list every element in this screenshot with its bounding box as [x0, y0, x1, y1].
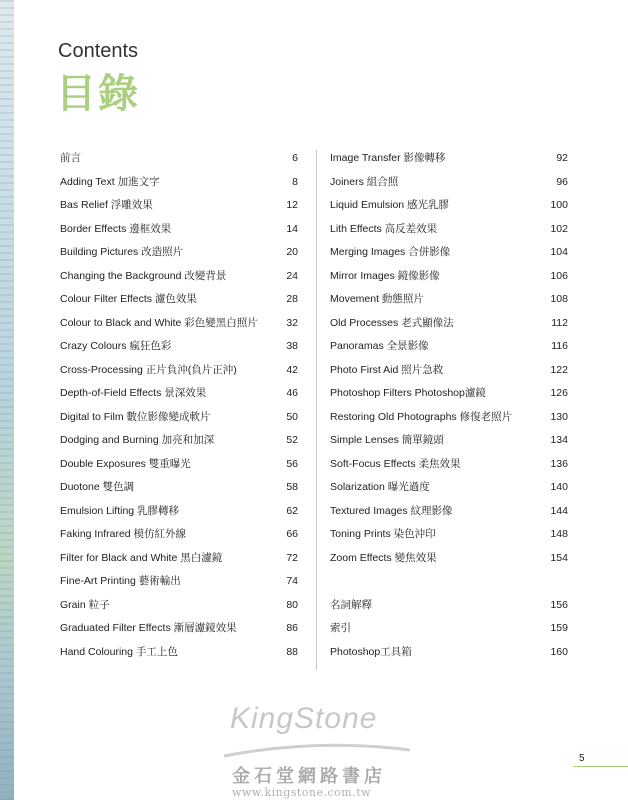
- toc-title: Colour Filter Effects 濾色效果: [60, 293, 197, 305]
- toc-row[interactable]: [60, 315, 298, 339]
- toc-page: 86: [286, 622, 298, 634]
- page-number: 5: [579, 753, 585, 764]
- toc-title: Digital to Film 數位影像變成軟片: [60, 410, 211, 423]
- toc-page: 14: [286, 222, 298, 235]
- toc-title: Solarization 曝光過度: [330, 481, 430, 493]
- toc-title: Duotone 雙色調: [60, 481, 135, 493]
- toc-row[interactable]: [60, 197, 298, 221]
- toc-page: 80: [286, 598, 298, 611]
- toc-title: Grain 粒子: [60, 598, 110, 611]
- toc-row[interactable]: [330, 432, 568, 456]
- toc-page: 122: [550, 363, 568, 376]
- toc-page: 126: [550, 387, 568, 399]
- toc-page: 108: [550, 293, 568, 305]
- toc-row[interactable]: [330, 338, 568, 362]
- watermark-url: www.kingstone.com.tw: [232, 786, 372, 799]
- toc-row[interactable]: [60, 597, 298, 621]
- toc-title: Filter for Black and White 黑白濾鏡: [60, 551, 223, 564]
- toc-page: 160: [550, 645, 568, 658]
- toc-row[interactable]: [330, 479, 568, 503]
- toc-title: Cross-Processing 正片負沖(負片正沖): [60, 363, 237, 376]
- toc-title: Old Processes 老式顯像法: [330, 316, 454, 329]
- toc-row[interactable]: [60, 362, 298, 386]
- toc-page: 140: [550, 481, 568, 493]
- toc-title: Building Pictures 改造照片: [60, 246, 184, 258]
- contents-title-zh: 目錄: [56, 71, 140, 117]
- toc-page: 134: [550, 434, 568, 446]
- toc-row[interactable]: [60, 620, 298, 644]
- toc-row[interactable]: [330, 456, 568, 480]
- toc-row[interactable]: [60, 268, 298, 292]
- toc-page: 50: [286, 410, 298, 423]
- toc-row[interactable]: [60, 385, 298, 409]
- toc-title: Colour to Black and White 彩色變黑白照片: [60, 316, 258, 329]
- toc-page: 112: [551, 316, 568, 329]
- toc-row[interactable]: [330, 174, 568, 198]
- column-divider: [316, 150, 317, 670]
- toc-page: 42: [286, 363, 298, 376]
- toc-row[interactable]: [60, 573, 298, 597]
- toc-row[interactable]: [330, 268, 568, 292]
- watermark-brand-en: KingStone: [230, 702, 378, 735]
- toc-title: Photoshop Filters Photoshop濾鏡: [330, 387, 486, 399]
- toc-row[interactable]: [330, 315, 568, 339]
- toc-row[interactable]: [60, 409, 298, 433]
- toc-page: 72: [286, 551, 298, 564]
- toc-title: Bas Relief 浮雕效果: [60, 199, 153, 211]
- toc-row[interactable]: [330, 550, 568, 574]
- toc-title: Emulsion Lifting 乳膠轉移: [60, 504, 180, 517]
- toc-row[interactable]: [330, 221, 568, 245]
- toc-title: 前言: [60, 152, 81, 164]
- toc-title: 名詞解釋: [330, 598, 372, 611]
- toc-title: Photo First Aid 照片急救: [330, 363, 444, 376]
- toc-row[interactable]: [330, 197, 568, 221]
- toc-page: 144: [550, 504, 568, 517]
- toc-title: Liquid Emulsion 感光乳膠: [330, 199, 450, 211]
- toc-row[interactable]: [60, 291, 298, 315]
- toc-title: Fine-Art Printing 藝術輸出: [60, 575, 181, 587]
- toc-page: 130: [550, 410, 568, 423]
- toc-title: Simple Lenses 簡單鏡頭: [330, 434, 444, 446]
- toc-title: Soft-Focus Effects 柔焦效果: [330, 457, 461, 470]
- toc-page: 74: [286, 575, 298, 587]
- toc-page: 28: [286, 293, 298, 305]
- toc-page: 24: [286, 269, 298, 282]
- toc-row[interactable]: [60, 221, 298, 245]
- toc-page: 38: [286, 340, 298, 352]
- toc-page: 159: [550, 622, 568, 634]
- toc-title: 索引: [330, 622, 351, 634]
- toc-page: 104: [550, 246, 568, 258]
- toc-title: Double Exposures 雙重曝光: [60, 457, 191, 470]
- toc-row[interactable]: [330, 409, 568, 433]
- toc-row[interactable]: [60, 644, 298, 668]
- toc-row[interactable]: [330, 291, 568, 315]
- toc-row[interactable]: [330, 597, 568, 621]
- toc-title: Hand Colouring 手工上色: [60, 645, 178, 658]
- toc-page: 12: [286, 199, 298, 211]
- toc-page: 58: [286, 481, 298, 493]
- toc-title: Merging Images 合併影像: [330, 246, 451, 258]
- toc-title: Joiners 組合照: [330, 175, 399, 188]
- toc-title: Toning Prints 染色沖印: [330, 528, 436, 540]
- toc-row[interactable]: [60, 174, 298, 198]
- toc-page: 32: [286, 316, 298, 329]
- toc-title: Photoshop工具箱: [330, 645, 412, 658]
- toc-row[interactable]: [60, 479, 298, 503]
- toc-row[interactable]: [60, 338, 298, 362]
- toc-page: 66: [286, 528, 298, 540]
- toc-title: Crazy Colours 瘋狂色彩: [60, 340, 172, 352]
- toc-page: 148: [550, 528, 568, 540]
- toc-row[interactable]: [330, 503, 568, 527]
- toc-page: 46: [286, 387, 298, 399]
- toc-title: Adding Text 加進文字: [60, 175, 160, 188]
- toc-title: Textured Images 紋理影像: [330, 504, 453, 517]
- toc-page: 92: [556, 152, 568, 164]
- toc-row[interactable]: [60, 550, 298, 574]
- toc-row[interactable]: [60, 244, 298, 268]
- toc-row[interactable]: [330, 385, 568, 409]
- toc-left-column: [60, 150, 298, 667]
- watermark-brand-zh: 金石堂網路書店: [232, 766, 386, 787]
- toc-title: Lith Effects 高反差效果: [330, 222, 438, 235]
- toc-title: Panoramas 全景影像: [330, 340, 429, 352]
- toc-title: Changing the Background 改變背景: [60, 269, 227, 282]
- toc-title: Depth-of-Field Effects 景深效果: [60, 387, 207, 399]
- decorative-side-strip: [0, 0, 14, 800]
- toc-page: 106: [550, 269, 568, 282]
- toc-title: Image Transfer 影像轉移: [330, 152, 446, 164]
- toc-page: 88: [286, 645, 298, 658]
- toc-page: 8: [292, 175, 298, 188]
- toc-title: Movement 動態照片: [330, 293, 424, 305]
- toc-row[interactable]: [330, 362, 568, 386]
- toc-row[interactable]: [60, 526, 298, 550]
- toc-page: 116: [551, 340, 568, 352]
- contents-title-en: Contents: [58, 40, 139, 62]
- toc-title: Zoom Effects 變焦效果: [330, 551, 437, 564]
- toc-page: 6: [292, 152, 298, 164]
- toc-page: 156: [550, 598, 568, 611]
- toc-title: Mirror Images 鏡像影像: [330, 269, 440, 282]
- toc-page: 154: [550, 551, 568, 564]
- toc-title: Dodging and Burning 加亮和加深: [60, 434, 215, 446]
- toc-row[interactable]: [60, 150, 298, 174]
- toc-row[interactable]: [60, 503, 298, 527]
- toc-page: 56: [286, 457, 298, 470]
- toc-title: Restoring Old Photographs 修復老照片: [330, 410, 513, 423]
- toc-row[interactable]: [330, 620, 568, 644]
- page-number-rule: [573, 766, 628, 767]
- toc-page: 52: [286, 434, 298, 446]
- toc-page: 100: [550, 199, 568, 211]
- toc-row[interactable]: [330, 644, 568, 668]
- toc-row[interactable]: [330, 526, 568, 550]
- toc-page: 62: [286, 504, 298, 517]
- watermark-swoosh-icon: [222, 740, 412, 760]
- toc-title: Border Effects 邊框效果: [60, 222, 172, 235]
- toc-row[interactable]: [60, 432, 298, 456]
- toc-page: 96: [556, 175, 568, 188]
- toc-row[interactable]: [330, 244, 568, 268]
- toc-page: 20: [286, 246, 298, 258]
- toc-title: Faking Infrared 模仿紅外線: [60, 528, 187, 540]
- toc-row[interactable]: [60, 456, 298, 480]
- toc-page: 102: [550, 222, 568, 235]
- toc-row[interactable]: [330, 150, 568, 174]
- toc-right-column: [330, 150, 568, 667]
- toc-spacer: [330, 573, 568, 597]
- toc-page: 136: [550, 457, 568, 470]
- toc-title: Graduated Filter Effects 漸層濾鏡效果: [60, 622, 237, 634]
